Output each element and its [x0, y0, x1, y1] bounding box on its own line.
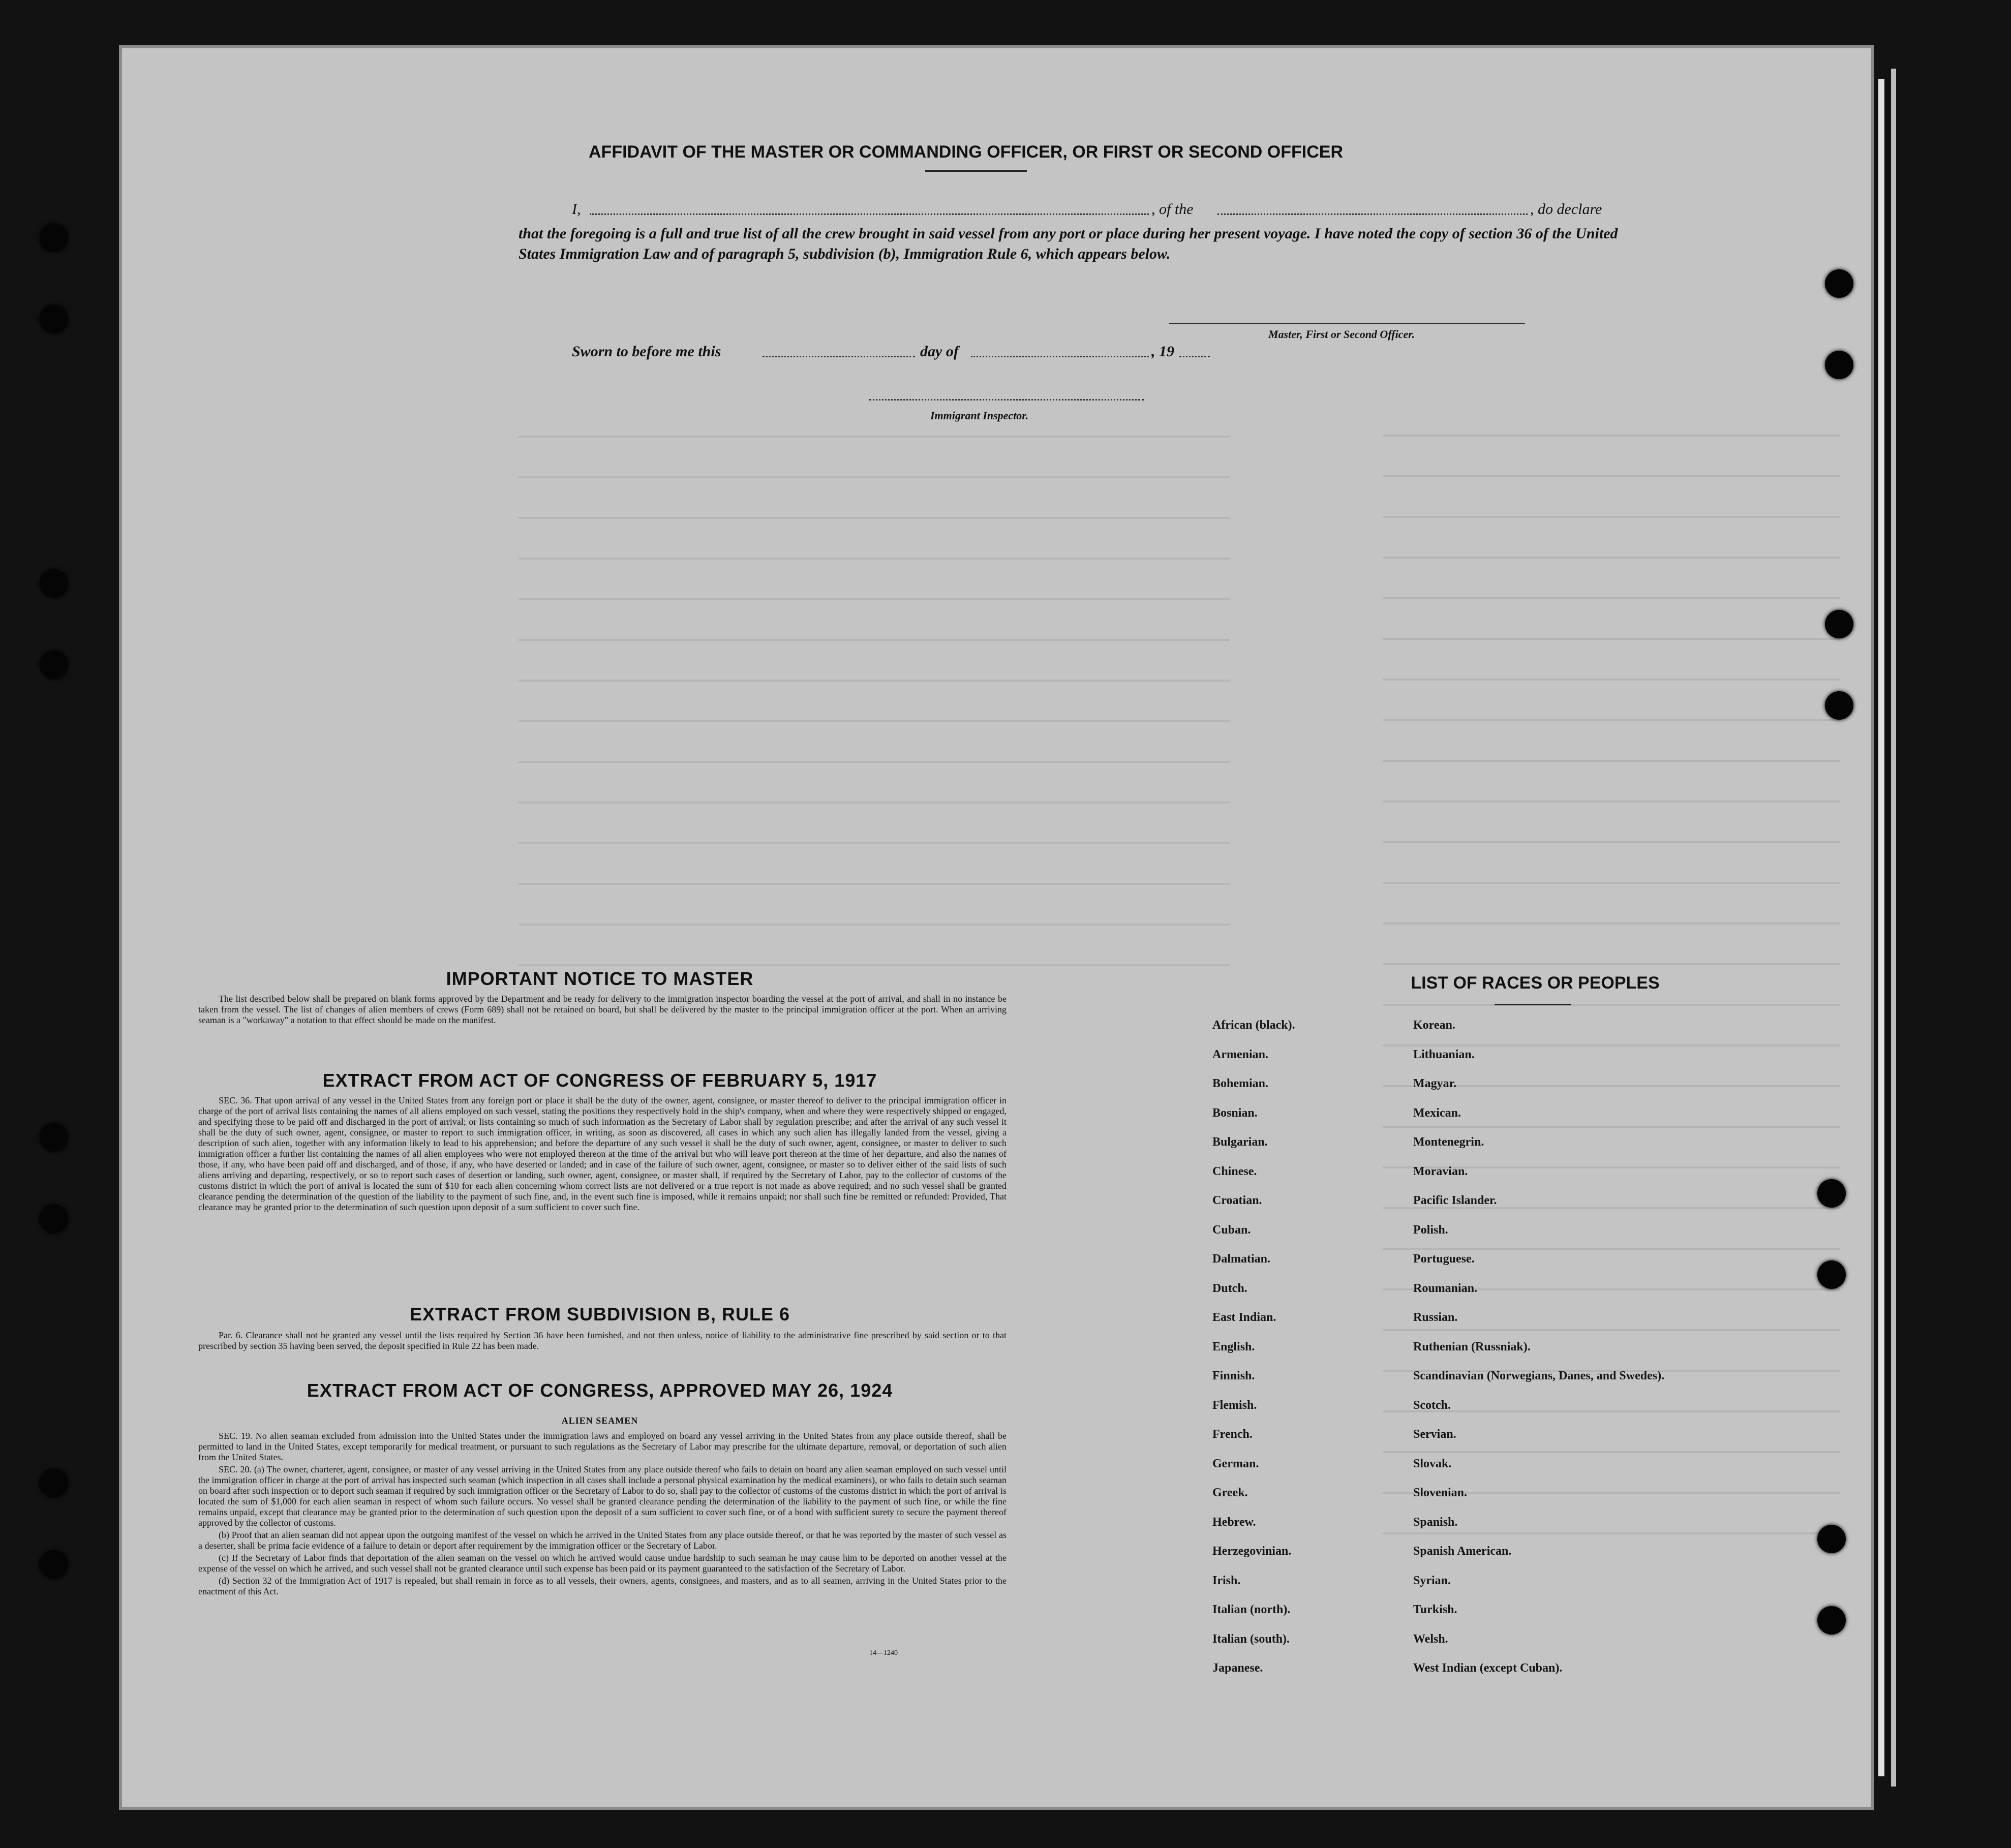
race-item: Herzegovinian.: [1212, 1545, 1292, 1558]
do-declare-label: , do declare: [1530, 201, 1602, 218]
race-item: Scotch.: [1413, 1398, 1451, 1412]
punch-hole: [40, 1205, 68, 1233]
signature-caption: Master, First or Second Officer.: [1268, 328, 1415, 341]
punch-hole: [1825, 351, 1853, 379]
race-item: Finnish.: [1212, 1369, 1255, 1382]
declarant-label: I,: [572, 201, 581, 218]
race-item: Hebrew.: [1212, 1515, 1256, 1529]
punch-hole: [1817, 1525, 1846, 1553]
of-the-label: , of the: [1151, 201, 1194, 218]
vessel-name-field[interactable]: [1217, 213, 1528, 215]
punch-hole: [1825, 610, 1853, 638]
race-item: Japanese.: [1212, 1661, 1263, 1675]
sworn-day-field[interactable]: [763, 356, 915, 357]
extract-rule6-text: [198, 1330, 1007, 1353]
sworn-month-field[interactable]: [971, 356, 1149, 357]
extract-1924-text: [198, 1431, 1007, 1598]
punch-hole: [1817, 1606, 1846, 1635]
race-item: Armenian.: [1212, 1048, 1268, 1061]
extract-1924-title: EXTRACT FROM ACT OF CONGRESS, APPROVED MAY 26, 1924: [307, 1380, 893, 1401]
document-page: [122, 48, 1871, 1807]
race-item: Dalmatian.: [1212, 1252, 1270, 1266]
punch-hole: [40, 569, 68, 598]
title-underline: [925, 170, 1027, 172]
punch-hole: [40, 1123, 68, 1152]
form-number: 14—1240: [869, 1649, 898, 1657]
races-title: LIST OF RACES OR PEOPLES: [1411, 973, 1660, 993]
race-item: Greek.: [1212, 1486, 1248, 1499]
paragraph-6: Par. 6. Clearance shall not be granted any vessel until the lists required by Section 36 have been furnished, and not then unless, notice of liability to the administrative fine prescribed by said section or to that prescribed by section 35 having been served, the deposit specified in Rule 22 has been made.: [198, 1330, 1007, 1351]
race-item: Mexican.: [1413, 1106, 1461, 1120]
race-item: Slovak.: [1413, 1457, 1452, 1470]
race-item: Montenegrin.: [1413, 1135, 1484, 1149]
day-of-label: day of: [920, 343, 959, 360]
race-item: Cuban.: [1212, 1223, 1251, 1237]
notice-text: [198, 994, 1007, 1027]
race-item: Irish.: [1212, 1574, 1241, 1587]
race-item: Moravian.: [1413, 1164, 1468, 1178]
race-item: Bosnian.: [1212, 1106, 1258, 1120]
section-19-paragraph: SEC. 19. No alien seaman excluded from admission into the United States under the immigration laws and employed on board any vessel arriving in the United States from any place outside thereof, shall be permitted to land in the United States, except temporarily for medical treatment, or pursuant to such regulations as the Secretary of Labor may prescribe for the ultimate departure, removal, or deportation of such alien from the United States.: [198, 1431, 1007, 1462]
race-item: Scandinavian (Norwegians, Danes, and Swedes).: [1413, 1369, 1665, 1382]
page-edge-strip: [1891, 69, 1896, 1787]
section-20d-paragraph: (d) Section 32 of the Immigration Act of 1917 is repealed, but shall remain in force as to all vessels, their owners, agents, consignees, and masters, and as to all seamen, arriving in the United States prior to the enactment of this Act.: [198, 1576, 1007, 1596]
race-item: Portuguese.: [1413, 1252, 1475, 1266]
race-item: Servian.: [1413, 1428, 1456, 1441]
inspector-signature-field[interactable]: [869, 399, 1144, 401]
punch-hole: [40, 1550, 68, 1579]
race-item: Roumanian.: [1413, 1281, 1478, 1295]
race-item: Turkish.: [1413, 1603, 1457, 1616]
race-item: Croatian.: [1212, 1194, 1262, 1207]
race-item: Lithuanian.: [1413, 1048, 1475, 1061]
inspector-caption: Immigrant Inspector.: [930, 409, 1029, 422]
race-item: Italian (south).: [1212, 1632, 1290, 1646]
notice-title: IMPORTANT NOTICE TO MASTER: [446, 968, 754, 989]
race-item: Korean.: [1413, 1019, 1455, 1032]
section-20c-paragraph: (c) If the Secretary of Labor finds that deportation of the alien seaman on the vessel on which he arrived would cause undue hardship to such seaman he may cause him to be deported on another vessel at the expense of the vessel on which he arrived, and such vessel shall not be granted clearance until such expense has been paid or its payment guaranteed to the satisfaction of the Secretary of Labor.: [198, 1553, 1007, 1574]
race-item: Chinese.: [1212, 1164, 1257, 1178]
sworn-label: Sworn to before me this: [572, 343, 721, 360]
race-item: Syrian.: [1413, 1574, 1451, 1587]
race-item: West Indian (except Cuban).: [1413, 1661, 1563, 1675]
races-right-column: [1413, 1019, 1698, 1691]
punch-hole: [1817, 1179, 1846, 1208]
affidavit-title: AFFIDAVIT OF THE MASTER OR COMMANDING OFFICER, OR FIRST OR SECOND OFFICER: [589, 142, 1343, 162]
affidavit-body: that the foregoing is a full and true list of all the crew brought in said vessel from any port or place during her present voyage. I have noted the copy of section 36 of the United States Immigration Law and of paragraph 5, subdivision (b), Immigration Rule 6, which appears below.: [519, 225, 1618, 262]
race-item: Russian.: [1413, 1311, 1458, 1324]
race-item: African (black).: [1212, 1019, 1295, 1032]
punch-hole: [1817, 1260, 1846, 1289]
race-item: Spanish American.: [1413, 1545, 1512, 1558]
race-item: German.: [1212, 1457, 1259, 1470]
race-item: Bulgarian.: [1212, 1135, 1268, 1149]
race-item: Dutch.: [1212, 1281, 1247, 1295]
race-item: Ruthenian (Russniak).: [1413, 1340, 1531, 1353]
race-item: Polish.: [1413, 1223, 1448, 1237]
punch-hole: [1825, 269, 1853, 298]
race-item: Italian (north).: [1212, 1603, 1291, 1616]
section-20b-paragraph: (b) Proof that an alien seaman did not appear upon the outgoing manifest of the vessel on which he arrived in the United States from any place outside thereof, or that he was reported by the master of such vessel as a deserter, shall be prima facie evidence of a failure to detain or deport after requirement by the immigration officer or the Secretary of Labor.: [198, 1530, 1007, 1551]
section-36-paragraph: SEC. 36. That upon arrival of any vessel in the United States from any foreign port or place it shall be the duty of the owner, agent, consignee, or master thereof to deliver to the principal immigration officer in charge of the port of arrival lists containing the names of all aliens employed on such vessel, stating the positions they respectively hold in the ship's company, when and where they were respectively shipped or engaged, and specifying those to be paid off and discharged in the port of arrival; or lists containing so much of such information as the Secretary of Labor shall by regulation prescribe; and after the arrival of any such vessel it shall be the duty of such owner, agent, consignee, or master to report to such immigration officer, in writing, as soon as discovered, all cases in which any such alien has illegally landed from the vessel, giving a description of such alien, together with any information likely to lead to his apprehension; and before the departure of any such vessel it shall be the duty of such owner, agent, consignee, or master to deliver to such immigration officer a further list containing the names of all alien employees who were not employed thereon at the time of the arrival but who will leave port thereon at the time of her departure, and also the names of those, if any, who have been paid off and discharged, and of those, if any, who have deserted or landed; and in case of the failure of such owner, agent, consignee, or master so to deliver either of the said lists of such aliens arriving and departing, respectively, or so to report such cases of desertion or landing, such owner, agent, consignee, or master shall, if required by the Secretary of Labor, pay to the collector of customs of the customs district in which the port of arrival is located the sum of $10 for each alien concerning whom correct lists are not delivered or a true report is not made as above required; and no such vessel shall be granted clearance pending the determination of the question of the liability to the payment of such fine, and, in the event such fine is imposed, while it remains unpaid; nor shall such fine be remitted or refunded: Provided, That clearance may be granted prior to the determination of such question upon deposit of a sum sufficient to cover such fine.: [198, 1095, 1007, 1212]
race-item: Bohemian.: [1212, 1077, 1269, 1090]
sworn-year-field[interactable]: [1179, 356, 1210, 357]
race-item: East Indian.: [1212, 1311, 1276, 1324]
extract-rule6-title: EXTRACT FROM SUBDIVISION B, RULE 6: [409, 1304, 790, 1325]
section-20a-paragraph: SEC. 20. (a) The owner, charterer, agent, consignee, or master of any vessel arriving in the United States from any place outside thereof who fails to detain on board any alien seaman employed on such vessel until the immigration officer in charge at the port of arrival has inspected such seaman (which inspection in all cases shall include a personal physical examination by the medical examiners), or who fails to detain such seaman on board after such inspection or to deport such seaman if required by such immigration officer or the Secretary of Labor to do so, shall pay to the collector of customs of the customs district in which the port of arrival is located the sum of $1,000 for each alien seaman in respect of whom such failure occurs. No vessel shall be granted clearance pending the determination of the liability to the payment of such fine, or while the fine remains unpaid, except that clearance may be granted prior to the determination of such question upon the deposit of a sum sufficient to cover such fine, or of a bond with sufficient surety to secure the payment thereof approved by the collector of customs.: [198, 1464, 1007, 1528]
race-item: Spanish.: [1413, 1515, 1458, 1529]
extract-1917-title: EXTRACT FROM ACT OF CONGRESS OF FEBRUARY 5, 1917: [322, 1070, 877, 1091]
bleed-through-text: [519, 404, 1230, 989]
extract-1917-text: [198, 1095, 1007, 1214]
race-item: Slovenian.: [1413, 1486, 1468, 1499]
race-item: Flemish.: [1212, 1398, 1257, 1412]
master-signature-field[interactable]: [1169, 323, 1525, 324]
page-edge-strip: [1878, 79, 1884, 1776]
notice-paragraph: The list described below shall be prepared on blank forms approved by the Department and be ready for delivery to the immigration inspector boarding the vessel at the port of arrival, and shall in no instance be taken from the vessel. The list of changes of alien members of crews (Form 689) shall not be retained on board, but shall be delivered by the master to the principal immigration officer at the port. When an arriving seaman is a "workaway" a notation to that effect should be made on the manifest.: [198, 994, 1007, 1025]
race-item: French.: [1212, 1428, 1253, 1441]
punch-hole: [40, 651, 68, 679]
race-item: English.: [1212, 1340, 1255, 1353]
race-item: Welsh.: [1413, 1632, 1448, 1646]
races-underline: [1495, 1004, 1571, 1005]
race-item: Pacific Islander.: [1413, 1194, 1497, 1207]
punch-hole: [40, 305, 68, 333]
punch-hole: [40, 224, 68, 252]
punch-hole: [40, 1469, 68, 1497]
race-item: Magyar.: [1413, 1077, 1457, 1090]
punch-hole: [1825, 691, 1853, 720]
declarant-name-field[interactable]: [590, 213, 1149, 215]
year-label: , 19: [1151, 343, 1174, 360]
alien-seamen-subtitle: ALIEN SEAMEN: [561, 1415, 638, 1426]
